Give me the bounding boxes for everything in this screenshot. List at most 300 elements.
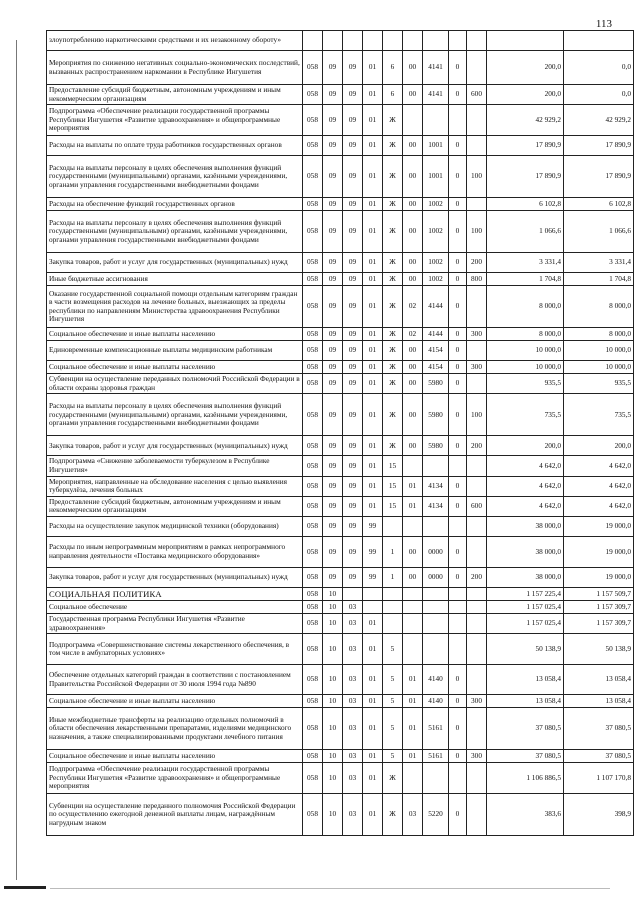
code-cell: 0 xyxy=(449,361,467,374)
code-cell xyxy=(449,600,467,613)
row-name: Расходы на осуществление закупок медицинской техники (оборудования) xyxy=(47,516,303,536)
code-cell: 01 xyxy=(363,136,383,156)
code-cell: 0 xyxy=(449,536,467,567)
code-cell: 0 xyxy=(449,85,467,105)
code-cell: 1 xyxy=(383,536,403,567)
amount-year-2: 3 331,4 xyxy=(564,253,634,273)
code-cell xyxy=(467,763,487,794)
code-cell: 058 xyxy=(303,600,323,613)
code-cell: 09 xyxy=(343,328,363,341)
code-cell: Ж xyxy=(383,374,403,394)
code-cell: 00 xyxy=(403,253,423,273)
code-cell: 5 xyxy=(383,695,403,708)
code-cell: 03 xyxy=(343,665,363,695)
code-cell: 1001 xyxy=(423,156,449,198)
code-cell xyxy=(403,456,423,476)
code-cell xyxy=(467,536,487,567)
code-cell: 01 xyxy=(363,273,383,286)
amount-year-2: 200,0 xyxy=(564,436,634,456)
code-cell xyxy=(363,31,383,51)
code-cell: 0 xyxy=(449,51,467,85)
code-cell: Ж xyxy=(383,794,403,836)
amount-year-1: 383,6 xyxy=(487,794,564,836)
code-cell: 6 xyxy=(383,85,403,105)
code-cell xyxy=(403,31,423,51)
row-name: Единовременные компенсационные выплаты медицинским работникам xyxy=(47,341,303,361)
code-cell: 99 xyxy=(363,567,383,587)
code-cell: 09 xyxy=(323,156,343,198)
code-cell: 09 xyxy=(343,156,363,198)
amount-year-1: 6 102,8 xyxy=(487,198,564,211)
code-cell: Ж xyxy=(383,763,403,794)
code-cell: 058 xyxy=(303,85,323,105)
code-cell: 15 xyxy=(383,476,403,496)
code-cell: 600 xyxy=(467,85,487,105)
code-cell: 99 xyxy=(363,516,383,536)
code-cell: 058 xyxy=(303,286,323,328)
code-cell: 02 xyxy=(403,328,423,341)
amount-year-2: 19 000,0 xyxy=(564,516,634,536)
code-cell: 5980 xyxy=(423,436,449,456)
amount-year-2: 1 157 309,7 xyxy=(564,600,634,613)
amount-year-2: 935,5 xyxy=(564,374,634,394)
code-cell: 5220 xyxy=(423,794,449,836)
code-cell: 01 xyxy=(363,374,383,394)
amount-year-2: 8 000,0 xyxy=(564,328,634,341)
code-cell: 15 xyxy=(383,496,403,516)
code-cell: 09 xyxy=(343,567,363,587)
page-number: 113 xyxy=(595,18,612,30)
code-cell: 1002 xyxy=(423,253,449,273)
row-name: Социальное обеспечение и иные выплаты населению xyxy=(47,328,303,341)
code-cell: 09 xyxy=(343,361,363,374)
code-cell: 00 xyxy=(403,136,423,156)
code-cell: 09 xyxy=(323,476,343,496)
code-cell: 5161 xyxy=(423,708,449,750)
amount-year-1: 4 642,0 xyxy=(487,496,564,516)
code-cell: 0 xyxy=(449,496,467,516)
code-cell: 09 xyxy=(323,105,343,136)
amount-year-2: 1 704,8 xyxy=(564,273,634,286)
code-cell: 09 xyxy=(323,198,343,211)
budget-table xyxy=(46,30,634,836)
code-cell: Ж xyxy=(383,328,403,341)
code-cell: 00 xyxy=(403,436,423,456)
code-cell: Ж xyxy=(383,198,403,211)
code-cell: 00 xyxy=(403,156,423,198)
code-cell xyxy=(467,708,487,750)
code-cell: 09 xyxy=(343,436,363,456)
code-cell: 01 xyxy=(363,436,383,456)
table-row xyxy=(47,476,634,496)
amount-year-2: 4 642,0 xyxy=(564,496,634,516)
code-cell: 00 xyxy=(403,51,423,85)
code-cell xyxy=(343,587,363,600)
table-row xyxy=(47,695,634,708)
code-cell xyxy=(467,587,487,600)
code-cell xyxy=(467,516,487,536)
amount-year-2: 37 080,5 xyxy=(564,708,634,750)
code-cell: 00 xyxy=(403,273,423,286)
code-cell: 058 xyxy=(303,156,323,198)
code-cell: 09 xyxy=(343,536,363,567)
code-cell: 10 xyxy=(323,708,343,750)
code-cell xyxy=(403,634,423,665)
amount-year-1: 4 642,0 xyxy=(487,456,564,476)
table-row xyxy=(47,374,634,394)
code-cell: 058 xyxy=(303,665,323,695)
amount-year-2: 42 929,2 xyxy=(564,105,634,136)
code-cell: 09 xyxy=(343,476,363,496)
amount-year-1: 1 066,6 xyxy=(487,211,564,253)
code-cell xyxy=(449,105,467,136)
code-cell: 058 xyxy=(303,198,323,211)
code-cell: Ж xyxy=(383,105,403,136)
code-cell: 058 xyxy=(303,536,323,567)
code-cell xyxy=(403,105,423,136)
row-name: Подпрограмма «Совершенствование системы лекарственного обеспечения, в том числе в амбулаторных условиях» xyxy=(47,634,303,665)
code-cell xyxy=(343,31,363,51)
code-cell xyxy=(467,374,487,394)
table-row xyxy=(47,613,634,633)
code-cell: 09 xyxy=(343,85,363,105)
code-cell: 09 xyxy=(343,286,363,328)
code-cell: 09 xyxy=(343,105,363,136)
row-name: Расходы по иным непрограммным мероприятиям в рамках непрограммного направления деятельности «Поставка медицинского оборудования» xyxy=(47,536,303,567)
table-row xyxy=(47,156,634,198)
code-cell: 01 xyxy=(363,394,383,436)
code-cell: 0 xyxy=(449,750,467,763)
code-cell: 0 xyxy=(449,211,467,253)
row-name: Закупка товаров, работ и услуг для государственных (муниципальных) нужд xyxy=(47,436,303,456)
amount-year-1: 735,5 xyxy=(487,394,564,436)
amount-year-2: 6 102,8 xyxy=(564,198,634,211)
amount-year-1: 1 704,8 xyxy=(487,273,564,286)
table-row xyxy=(47,763,634,794)
code-cell: 09 xyxy=(323,286,343,328)
code-cell: 09 xyxy=(323,253,343,273)
footer-line xyxy=(50,888,610,889)
code-cell xyxy=(467,286,487,328)
code-cell: 03 xyxy=(403,794,423,836)
code-cell xyxy=(449,587,467,600)
code-cell: 01 xyxy=(363,456,383,476)
amount-year-2: 19 000,0 xyxy=(564,567,634,587)
amount-year-2: 50 138,9 xyxy=(564,634,634,665)
code-cell: 0 xyxy=(449,273,467,286)
code-cell: 0 xyxy=(449,708,467,750)
code-cell: 00 xyxy=(403,374,423,394)
code-cell: 4154 xyxy=(423,341,449,361)
amount-year-1: 50 138,9 xyxy=(487,634,564,665)
code-cell: 01 xyxy=(363,763,383,794)
row-name: СОЦИАЛЬНАЯ ПОЛИТИКА xyxy=(47,587,303,600)
code-cell: 100 xyxy=(467,211,487,253)
code-cell: 09 xyxy=(343,273,363,286)
code-cell: 03 xyxy=(343,600,363,613)
amount-year-2: 1 157 509,7 xyxy=(564,587,634,600)
code-cell: 4144 xyxy=(423,328,449,341)
amount-year-2: 19 000,0 xyxy=(564,536,634,567)
table-row xyxy=(47,634,634,665)
amount-year-1: 17 890,9 xyxy=(487,136,564,156)
code-cell: 5161 xyxy=(423,750,449,763)
code-cell: 01 xyxy=(403,695,423,708)
code-cell xyxy=(383,587,403,600)
code-cell: 01 xyxy=(403,708,423,750)
code-cell: 00 xyxy=(403,198,423,211)
code-cell: 09 xyxy=(323,516,343,536)
row-name: Расходы на обеспечение функций государственных органов xyxy=(47,198,303,211)
code-cell: 058 xyxy=(303,211,323,253)
row-name: Социальное обеспечение xyxy=(47,600,303,613)
table-row xyxy=(47,794,634,836)
amount-year-2: 17 890,9 xyxy=(564,136,634,156)
code-cell: 100 xyxy=(467,156,487,198)
code-cell xyxy=(383,613,403,633)
amount-year-2: 398,9 xyxy=(564,794,634,836)
row-name: Иные межбюджетные трансферты на реализацию отдельных полномочий в области обеспечения лекарственными препаратами, изделиями медицинского назначения, а также специализированными продуктами лечебного питания xyxy=(47,708,303,750)
code-cell: 4140 xyxy=(423,665,449,695)
code-cell xyxy=(403,587,423,600)
row-name: Социальное обеспечение и иные выплаты населению xyxy=(47,695,303,708)
code-cell: Ж xyxy=(383,253,403,273)
code-cell: 300 xyxy=(467,361,487,374)
table-row xyxy=(47,567,634,587)
code-cell: 300 xyxy=(467,328,487,341)
code-cell: 5 xyxy=(383,708,403,750)
code-cell: 10 xyxy=(323,634,343,665)
code-cell: 058 xyxy=(303,496,323,516)
code-cell: 0000 xyxy=(423,567,449,587)
code-cell: 058 xyxy=(303,695,323,708)
code-cell: 01 xyxy=(363,156,383,198)
code-cell: 600 xyxy=(467,496,487,516)
code-cell xyxy=(449,763,467,794)
left-margin-rule xyxy=(16,40,17,880)
table-row xyxy=(47,600,634,613)
code-cell xyxy=(449,613,467,633)
amount-year-2: 4 642,0 xyxy=(564,476,634,496)
table-row xyxy=(47,587,634,600)
code-cell: 01 xyxy=(363,341,383,361)
code-cell xyxy=(467,613,487,633)
amount-year-1: 1 157 225,4 xyxy=(487,587,564,600)
code-cell: 0 xyxy=(449,253,467,273)
row-name: Предоставление субсидий бюджетным, автономным учреждениям и иным некоммерческим организациям xyxy=(47,496,303,516)
code-cell xyxy=(467,665,487,695)
budget-table-body xyxy=(47,31,634,836)
code-cell: 01 xyxy=(363,665,383,695)
row-name: Расходы на выплаты персоналу в целях обеспечения выполнения функций государственными (муниципальными) органами, казёнными учреждениями, органами управления государственными внебюджетными фондами xyxy=(47,394,303,436)
code-cell xyxy=(467,105,487,136)
code-cell xyxy=(423,516,449,536)
code-cell: 200 xyxy=(467,436,487,456)
code-cell: 09 xyxy=(343,496,363,516)
code-cell: 01 xyxy=(363,634,383,665)
code-cell xyxy=(423,587,449,600)
table-row xyxy=(47,105,634,136)
code-cell: 058 xyxy=(303,328,323,341)
code-cell: 00 xyxy=(403,536,423,567)
code-cell: 4134 xyxy=(423,476,449,496)
code-cell xyxy=(403,600,423,613)
code-cell: 058 xyxy=(303,613,323,633)
code-cell: 300 xyxy=(467,750,487,763)
code-cell: 09 xyxy=(343,456,363,476)
code-cell: 01 xyxy=(363,750,383,763)
amount-year-2: 1 157 309,7 xyxy=(564,613,634,633)
code-cell: 01 xyxy=(363,198,383,211)
code-cell: 01 xyxy=(363,105,383,136)
code-cell: 4134 xyxy=(423,496,449,516)
code-cell: 0 xyxy=(449,341,467,361)
code-cell: 0 xyxy=(449,198,467,211)
code-cell: 09 xyxy=(343,341,363,361)
code-cell: 03 xyxy=(343,695,363,708)
code-cell: 09 xyxy=(323,273,343,286)
code-cell: 4154 xyxy=(423,361,449,374)
code-cell: 10 xyxy=(323,750,343,763)
code-cell xyxy=(423,763,449,794)
amount-year-2: 8 000,0 xyxy=(564,286,634,328)
table-row xyxy=(47,456,634,476)
table-row xyxy=(47,436,634,456)
code-cell: 058 xyxy=(303,567,323,587)
code-cell: 100 xyxy=(467,394,487,436)
amount-year-1: 1 157 025,4 xyxy=(487,600,564,613)
amount-year-2: 1 107 170,8 xyxy=(564,763,634,794)
amount-year-1: 1 106 886,5 xyxy=(487,763,564,794)
code-cell: 058 xyxy=(303,105,323,136)
code-cell xyxy=(423,456,449,476)
code-cell: 02 xyxy=(403,286,423,328)
footer-mark xyxy=(4,886,46,889)
table-row xyxy=(47,536,634,567)
code-cell xyxy=(467,136,487,156)
amount-year-1: 3 331,4 xyxy=(487,253,564,273)
row-name: Мероприятия по снижению негативных социально-экономических последствий, вызванных распространением наркомании в Республике Ингушетия xyxy=(47,51,303,85)
table-row xyxy=(47,361,634,374)
code-cell: Ж xyxy=(383,136,403,156)
row-name: Обеспечение отдельных категорий граждан в соответствии с постановлением Правительства Российской Федерации от 30 июля 1994 года №890 xyxy=(47,665,303,695)
code-cell: 10 xyxy=(323,794,343,836)
amount-year-1: 38 000,0 xyxy=(487,516,564,536)
amount-year-1: 4 642,0 xyxy=(487,476,564,496)
code-cell: 09 xyxy=(323,496,343,516)
table-row xyxy=(47,211,634,253)
table-row xyxy=(47,286,634,328)
code-cell: 058 xyxy=(303,750,323,763)
code-cell: 09 xyxy=(323,341,343,361)
code-cell: 800 xyxy=(467,273,487,286)
code-cell: Ж xyxy=(383,286,403,328)
code-cell: 01 xyxy=(363,286,383,328)
code-cell: 03 xyxy=(343,750,363,763)
code-cell: 0 xyxy=(449,328,467,341)
code-cell: 09 xyxy=(323,436,343,456)
row-name: Подпрограмма «Обеспечение реализации государственной программы Республики Ингушетия «Развитие здравоохранения» и общепрограммные мероприятия xyxy=(47,763,303,794)
code-cell: 03 xyxy=(343,794,363,836)
code-cell: 058 xyxy=(303,708,323,750)
code-cell: 0 xyxy=(449,665,467,695)
code-cell: 4144 xyxy=(423,286,449,328)
amount-year-1: 8 000,0 xyxy=(487,328,564,341)
code-cell: 058 xyxy=(303,51,323,85)
code-cell: 4141 xyxy=(423,51,449,85)
row-name: Социальное обеспечение и иные выплаты населению xyxy=(47,361,303,374)
code-cell: Ж xyxy=(383,156,403,198)
row-name: Социальное обеспечение и иные выплаты населению xyxy=(47,750,303,763)
code-cell: 09 xyxy=(323,328,343,341)
code-cell: 058 xyxy=(303,794,323,836)
code-cell xyxy=(449,516,467,536)
amount-year-2: 10 000,0 xyxy=(564,361,634,374)
code-cell: 6 xyxy=(383,51,403,85)
code-cell: 09 xyxy=(323,536,343,567)
row-name: Закупка товаров, работ и услуг для государственных (муниципальных) нужд xyxy=(47,567,303,587)
code-cell: 1001 xyxy=(423,136,449,156)
code-cell xyxy=(383,31,403,51)
code-cell: 01 xyxy=(363,361,383,374)
table-row xyxy=(47,750,634,763)
row-name: злоупотреблению наркотическими средствами и их незаконному обороту» xyxy=(47,31,303,51)
code-cell xyxy=(423,105,449,136)
table-row xyxy=(47,136,634,156)
code-cell: 03 xyxy=(343,763,363,794)
row-name: Расходы на выплаты персоналу в целях обеспечения выполнения функций государственными (муниципальными) органами, казёнными учреждениями, органами управления государственными внебюджетными фондами xyxy=(47,211,303,253)
code-cell: 00 xyxy=(403,211,423,253)
code-cell: 09 xyxy=(323,456,343,476)
amount-year-1: 10 000,0 xyxy=(487,361,564,374)
amount-year-1: 13 058,4 xyxy=(487,695,564,708)
code-cell: 09 xyxy=(343,516,363,536)
code-cell: 15 xyxy=(383,456,403,476)
code-cell: 00 xyxy=(403,361,423,374)
code-cell xyxy=(423,613,449,633)
amount-year-1: 10 000,0 xyxy=(487,341,564,361)
table-row xyxy=(47,496,634,516)
code-cell: 01 xyxy=(363,794,383,836)
code-cell: 200 xyxy=(467,253,487,273)
row-name: Государственная программа Республики Ингушетия «Развитие здравоохранения» xyxy=(47,613,303,633)
amount-year-1: 200,0 xyxy=(487,85,564,105)
code-cell: 01 xyxy=(363,496,383,516)
code-cell: 0 xyxy=(449,286,467,328)
code-cell: 01 xyxy=(363,85,383,105)
code-cell: 01 xyxy=(363,613,383,633)
code-cell: 1002 xyxy=(423,273,449,286)
amount-year-2: 4 642,0 xyxy=(564,456,634,476)
code-cell xyxy=(363,587,383,600)
table-row xyxy=(47,328,634,341)
code-cell xyxy=(403,516,423,536)
table-row xyxy=(47,516,634,536)
amount-year-1: 37 080,5 xyxy=(487,750,564,763)
code-cell: 03 xyxy=(343,708,363,750)
amount-year-2: 735,5 xyxy=(564,394,634,436)
amount-year-1: 42 929,2 xyxy=(487,105,564,136)
amount-year-1: 1 157 025,4 xyxy=(487,613,564,633)
amount-year-1 xyxy=(487,31,564,51)
row-name: Субвенции на осуществление переданных полномочий Российской Федерации в области охраны здоровья граждан xyxy=(47,374,303,394)
row-name: Предоставление субсидий бюджетным, автономным учреждениям и иным некоммерческим организациям xyxy=(47,85,303,105)
amount-year-2: 17 890,9 xyxy=(564,156,634,198)
code-cell: 5 xyxy=(383,665,403,695)
code-cell: 09 xyxy=(323,394,343,436)
amount-year-1: 38 000,0 xyxy=(487,567,564,587)
amount-year-2 xyxy=(564,31,634,51)
